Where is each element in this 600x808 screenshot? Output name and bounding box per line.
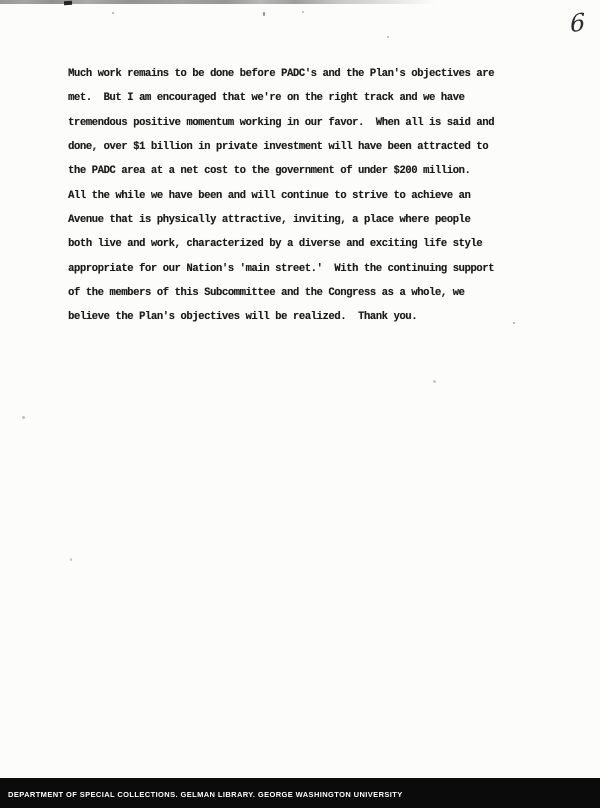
scan-speck [22, 416, 25, 419]
typed-line: Much work remains to be done before PADC's and the Plan's objectives are [68, 68, 495, 80]
typed-line: the PADC area at a net cost to the government of under $200 million. [68, 165, 471, 178]
typed-line: both live and work, characterized by a diverse and exciting life style [68, 238, 483, 251]
typed-line: met. But I am encouraged that we're on the right track and we have [68, 92, 465, 105]
scan-speck [302, 11, 304, 13]
archive-footer-text: DEPARTMENT OF SPECIAL COLLECTIONS. GELMAN LIBRARY. GEORGE WASHINGTON UNIVERSITY [8, 790, 403, 799]
scan-speck [387, 36, 389, 38]
typed-line: tremendous positive momentum working in our favor. When all is said and [68, 116, 495, 129]
scan-speck [70, 558, 72, 561]
scan-speck [112, 12, 114, 14]
scan-speck [433, 380, 436, 383]
scan-speck [263, 12, 265, 16]
typed-line: believe the Plan's objectives will be realized. Thank you. [68, 311, 418, 324]
typed-line: appropriate for our Nation's 'main street.' With the continuing support [68, 262, 495, 275]
handwritten-page-number: 6 [569, 7, 586, 39]
typed-line: Avenue that is physically attractive, inviting, a place where people [68, 214, 471, 227]
typed-line: done, over $1 billion in private investment will have been attracted to [68, 141, 489, 154]
scan-artifact-dot [64, 1, 72, 5]
typed-paragraph [68, 62, 494, 330]
typed-line: All the while we have been and will continue to strive to achieve an [68, 189, 471, 202]
typed-line: of the members of this Subcommittee and the Congress as a whole, we [68, 287, 465, 300]
archive-footer-bar [0, 778, 600, 808]
scan-speck [513, 322, 515, 324]
